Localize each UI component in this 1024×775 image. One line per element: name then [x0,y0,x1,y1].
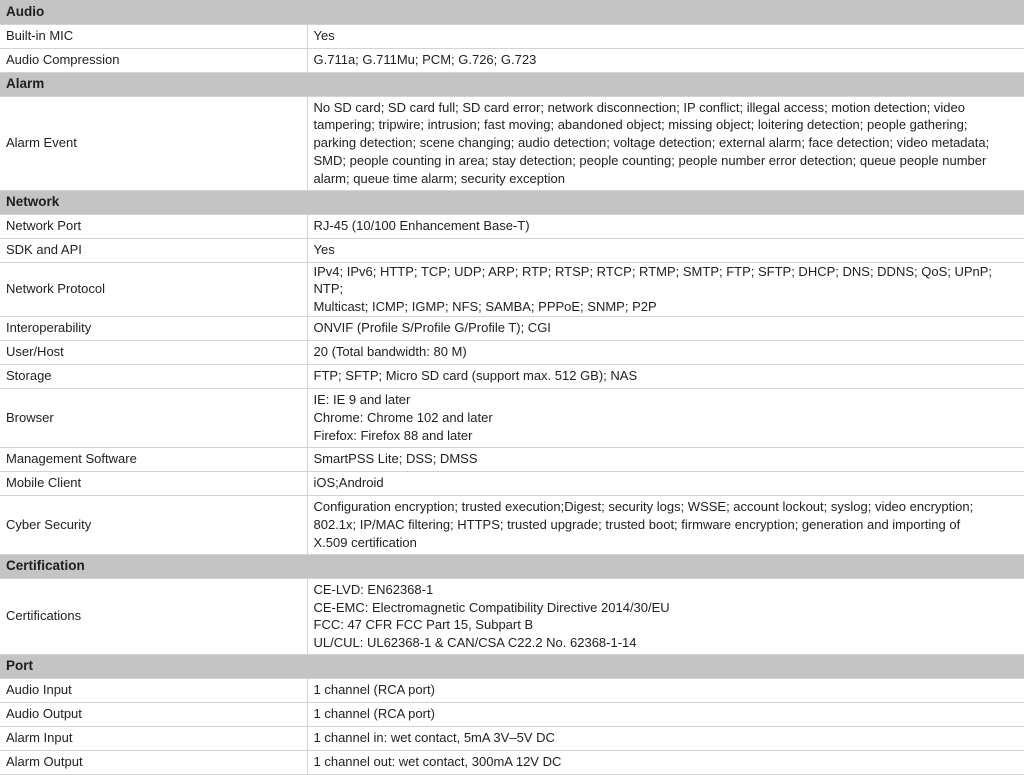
spec-label: Network Port [0,214,307,238]
spec-value: 1 channel out: wet contact, 300mA 12V DC [307,750,1024,774]
spec-row-user-host [0,340,1024,364]
spec-value: 1 channel (RCA port) [307,702,1024,726]
spec-row-built-in-mic [0,24,1024,48]
spec-label: Alarm Input [0,726,307,750]
spec-row-browser [0,388,1024,447]
spec-label: Alarm Event [0,96,307,190]
spec-row-management-software [0,447,1024,471]
spec-value: 20 (Total bandwidth: 80 M) [307,340,1024,364]
section-title: Port [0,654,1024,678]
spec-row-cyber-security [0,495,1024,554]
spec-row-mobile-client [0,471,1024,495]
spec-value: 1 channel in: wet contact, 5mA 3V–5V DC [307,726,1024,750]
spec-row-network-protocol [0,262,1024,316]
spec-row-alarm-event [0,96,1024,190]
spec-label: Cyber Security [0,495,307,554]
section-header-network [0,190,1024,214]
spec-row-sdk-and-api [0,238,1024,262]
spec-label: Built-in MIC [0,24,307,48]
spec-label: Storage [0,364,307,388]
spec-value: 1 channel (RCA port) [307,678,1024,702]
section-header-certification [0,554,1024,578]
spec-row-audio-compression [0,48,1024,72]
spec-row-storage [0,364,1024,388]
section-header-port [0,654,1024,678]
spec-label: Network Protocol [0,262,307,316]
section-title: Network [0,190,1024,214]
spec-label: Interoperability [0,316,307,340]
spec-value: Yes [307,24,1024,48]
spec-label: SDK and API [0,238,307,262]
spec-value: Configuration encryption; trusted execution;Digest; security logs; WSSE; account lockout; syslog; video encryption; 802.1x; IP/MAC filtering; HTTPS; trusted upgrade; trusted boot; firmware encryption; generation and importing of X.509 certification [307,495,1024,554]
spec-value: No SD card; SD card full; SD card error; network disconnection; IP conflict; illegal access; motion detection; video tampering; tripwire; intrusion; fast moving; abandoned object; missing object; loitering detection; people gathering; parking detection; scene changing; audio detection; voltage detection; external alarm; face detection; video metadata; SMD; people counting in area; stay detection; people counting; people number error detection; queue people number alarm; queue time alarm; security exception [307,96,1024,190]
spec-value: IPv4; IPv6; HTTP; TCP; UDP; ARP; RTP; RTSP; RTCP; RTMP; SMTP; FTP; SFTP; DHCP; DNS; DDNS; QoS; UPnP; NTP; Multicast; ICMP; IGMP; NFS; SAMBA; PPPoE; SNMP; P2P [307,262,1024,316]
section-title: Alarm [0,72,1024,96]
section-header-alarm [0,72,1024,96]
section-header-audio [0,0,1024,24]
spec-value: IE: IE 9 and later Chrome: Chrome 102 and later Firefox: Firefox 88 and later [307,388,1024,447]
spec-row-audio-input [0,678,1024,702]
spec-row-certifications [0,578,1024,654]
spec-value: FTP; SFTP; Micro SD card (support max. 512 GB); NAS [307,364,1024,388]
spec-label: Audio Input [0,678,307,702]
spec-value: ONVIF (Profile S/Profile G/Profile T); CGI [307,316,1024,340]
spec-value: CE-LVD: EN62368-1 CE-EMC: Electromagnetic Compatibility Directive 2014/30/EU FCC: 47 CFR FCC Part 15, Subpart B UL/CUL: UL62368-1 & CAN/CSA C22.2 No. 62368-1-14 [307,578,1024,654]
spec-label: Audio Compression [0,48,307,72]
section-title: Audio [0,0,1024,24]
spec-label: Management Software [0,447,307,471]
spec-value: SmartPSS Lite; DSS; DMSS [307,447,1024,471]
spec-row-network-port [0,214,1024,238]
spec-label: Alarm Output [0,750,307,774]
spec-label: User/Host [0,340,307,364]
section-title: Certification [0,554,1024,578]
spec-row-interoperability [0,316,1024,340]
spec-value: iOS;Android [307,471,1024,495]
spec-value: G.711a; G.711Mu; PCM; G.726; G.723 [307,48,1024,72]
spec-row-alarm-output [0,750,1024,774]
spec-label: Mobile Client [0,471,307,495]
spec-label: Browser [0,388,307,447]
spec-value: RJ-45 (10/100 Enhancement Base-T) [307,214,1024,238]
spec-row-audio-output [0,702,1024,726]
spec-label: Certifications [0,578,307,654]
spec-label: Audio Output [0,702,307,726]
spec-row-alarm-input [0,726,1024,750]
spec-value: Yes [307,238,1024,262]
